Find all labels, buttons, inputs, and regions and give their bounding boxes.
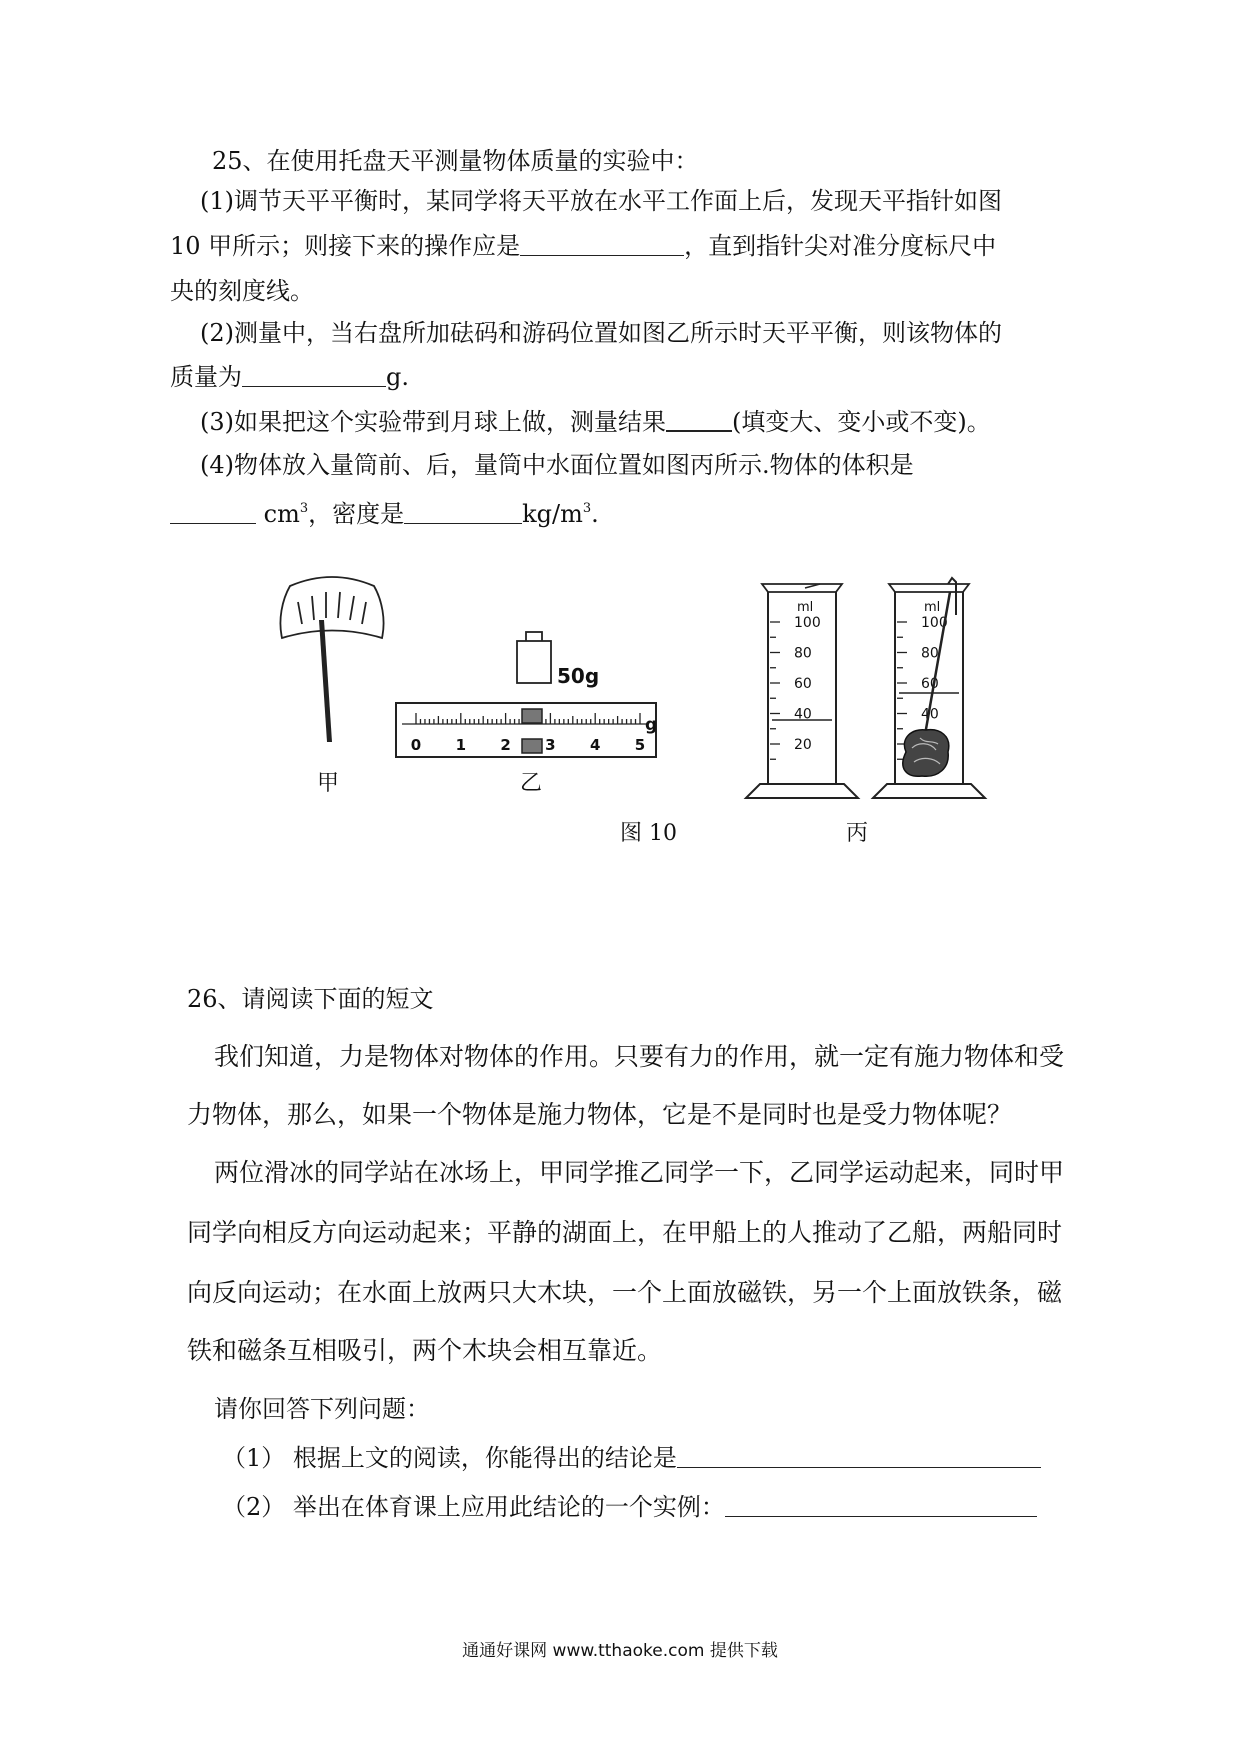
q26-para2-line4: 铁和磁条互相吸引，两个木块会相互靠近。 — [187, 1336, 663, 1365]
rider-bottom — [522, 739, 542, 753]
cylinder-unit-after: ml — [924, 600, 941, 615]
ruler-tick-label: 4 — [589, 736, 601, 754]
q25-part3a: (3)如果把这个实验带到月球上做，测量结果 — [200, 408, 666, 436]
balance-pointer-dial — [280, 577, 383, 638]
ruler-tick-label: 5 — [634, 736, 646, 754]
q26-ask: 请你回答下列问题： — [214, 1395, 430, 1423]
balance-pointer-needle — [319, 620, 332, 742]
rider-top — [522, 709, 542, 723]
volume-unit: cm — [263, 500, 300, 528]
cylinder-mark-label: 20 — [794, 737, 812, 753]
cylinder-mark-label: 40 — [921, 706, 939, 723]
answer-blank-7[interactable] — [725, 1494, 1037, 1517]
q26-title: 26、请阅读下面的短文 — [187, 985, 434, 1013]
cylinder-before — [746, 584, 858, 798]
q25-part1-line2a: 10 甲所示；则接下来的操作应是 — [170, 232, 521, 260]
cylinder-after — [873, 578, 985, 798]
q26-para2-line1: 两位滑冰的同学站在冰场上，甲同学推乙同学一下，乙同学运动起来，同时甲 — [214, 1158, 1065, 1187]
ruler-tick-label: 1 — [455, 736, 467, 754]
q25-part4-mid: ，密度是 — [308, 500, 405, 528]
q25-part4-end: . — [591, 500, 599, 528]
q25-part2-line2a: 质量为 — [170, 363, 242, 391]
q26-para1-line1: 我们知道，力是物体对物体的作用。只要有力的作用，就一定有施力物体和受 — [214, 1042, 1065, 1071]
figure-caption: 图 10 — [620, 821, 677, 846]
q26-question2-text: （2） 举出在体育课上应用此结论的一个实例： — [222, 1493, 725, 1521]
label-yi: 乙 — [520, 771, 543, 796]
cylinder-mark-label: 100 — [921, 615, 948, 631]
weight-label: 50g — [557, 664, 600, 688]
answer-blank-6[interactable] — [677, 1445, 1041, 1468]
ruler-unit: g — [645, 715, 658, 735]
page-footer: 通通好课网 www.tthaoke.com 提供下载 — [462, 1641, 778, 1661]
q25-part2-line1: (2)测量中，当右盘所加砝码和游码位置如图乙所示时天平平衡，则该物体的 — [200, 319, 1002, 347]
q25-part1-line2b: ，直到指针尖对准分度标尺中 — [684, 232, 997, 260]
cylinder-unit-before: ml — [797, 600, 814, 615]
rock-object — [903, 730, 949, 777]
cylinder-mark-label: 60 — [794, 676, 812, 692]
q25-part3b: (填变大、变小或不变)。 — [732, 408, 991, 436]
volume-unit-sup: 3 — [299, 501, 309, 516]
cylinder-mark-label: 100 — [794, 615, 821, 631]
density-unit: kg/m — [522, 500, 583, 528]
cylinder-mark-label: 80 — [921, 645, 939, 662]
density-unit-sup: 3 — [582, 501, 592, 516]
q25-part4-line1: (4)物体放入量筒前、后，量筒中水面位置如图丙所示.物体的体积是 — [200, 451, 914, 479]
q26-para1-line2: 力物体，那么，如果一个物体是施力物体，它是不是同时也是受力物体呢？ — [187, 1100, 1013, 1129]
q26-para2-line2: 同学向相反方向运动起来；平静的湖面上，在甲船上的人推动了乙船，两船同时 — [187, 1218, 1063, 1247]
q26-question1-text: （1） 根据上文的阅读，你能得出的结论是 — [222, 1444, 677, 1472]
q26-question2 — [222, 1492, 1037, 1522]
q25-part1-line3: 央的刻度线。 — [170, 277, 314, 305]
q26-question1 — [222, 1443, 1041, 1473]
ruler-tick-label: 2 — [500, 736, 511, 754]
cylinder-mark-label: 40 — [794, 706, 812, 723]
ruler-tick-label: 0 — [410, 736, 422, 754]
q25-part2-line2b: g. — [386, 363, 409, 391]
q25-part1-line1: (1)调节天平平衡时，某同学将天平放在水平工作面上后，发现天平指针如图 — [200, 187, 1002, 215]
ruler-tick-label: 3 — [545, 736, 556, 754]
q25-title: 25、在使用托盘天平测量物体质量的实验中： — [212, 147, 699, 175]
label-bing: 丙 — [846, 821, 869, 846]
weight-50g-icon — [517, 632, 551, 683]
q26-para2-line3: 向反向运动；在水面上放两只大木块，一个上面放磁铁，另一个上面放铁条，磁 — [187, 1278, 1063, 1307]
label-jia: 甲 — [317, 771, 340, 796]
cylinder-mark-label: 60 — [921, 676, 939, 692]
cylinder-mark-label: 80 — [794, 645, 812, 662]
